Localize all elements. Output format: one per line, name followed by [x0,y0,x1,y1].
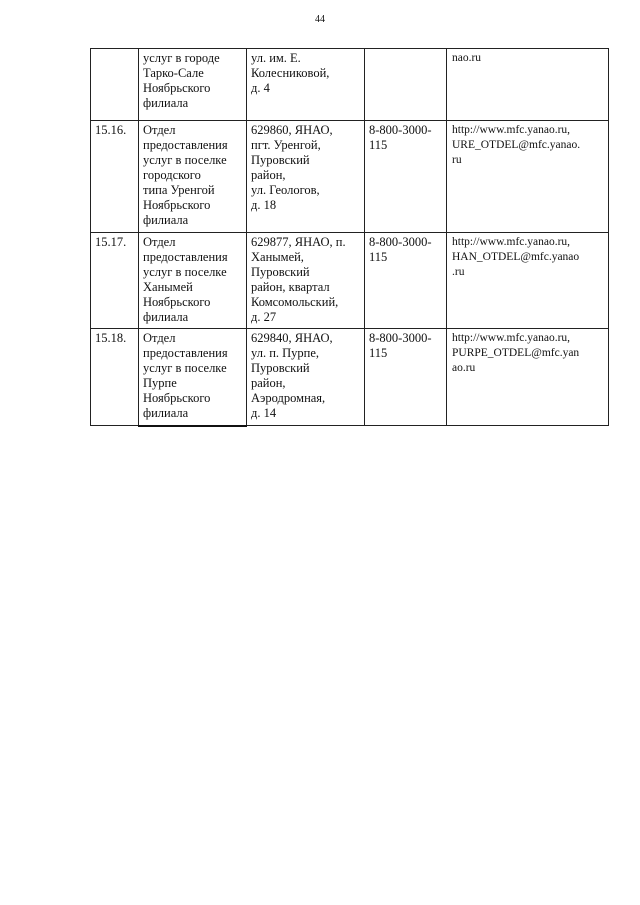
office-name-cell: Отдел предоставления услуг в поселке Пурпе Ноябрьского филиала [139,329,247,426]
table-row [91,233,609,329]
web-email-cell: http://www.mfc.yanao.ru, HAN_OTDEL@mfc.yanao .ru [447,233,609,329]
phone-cell: 8-800-3000- 115 [365,233,447,329]
office-name-cell: услуг в городе Тарко-Сале Ноябрьского филиала [139,49,247,121]
office-name-cell: Отдел предоставления услуг в поселке Ханымей Ноябрьского филиала [139,233,247,329]
address-cell: ул. им. Е. Колесниковой, д. 4 [247,49,365,121]
office-name-cell: Отдел предоставления услуг в поселке городского типа Уренгой Ноябрьского филиала [139,121,247,233]
address-cell: 629877, ЯНАО, п. Ханымей, Пуровский район, квартал Комсомольский, д. 27 [247,233,365,329]
phone-cell: 8-800-3000- 115 [365,329,447,426]
table-row [91,329,609,426]
phone-cell [365,49,447,121]
web-email-cell: http://www.mfc.yanao.ru, URE_OTDEL@mfc.yanao. ru [447,121,609,233]
row-number-cell: 15.18. [91,329,139,426]
web-email-cell: nao.ru [447,49,609,121]
row-number-cell [91,49,139,121]
offices-table [90,48,609,427]
row-number-cell: 15.17. [91,233,139,329]
phone-cell: 8-800-3000- 115 [365,121,447,233]
page-number: 44 [315,14,325,25]
row-number-cell: 15.16. [91,121,139,233]
table-row [91,49,609,121]
address-cell: 629860, ЯНАО, пгт. Уренгой, Пуровский район, ул. Геологов, д. 18 [247,121,365,233]
address-cell: 629840, ЯНАО, ул. п. Пурпе, Пуровский район, Аэродромная, д. 14 [247,329,365,426]
table-row [91,121,609,233]
web-email-cell: http://www.mfc.yanao.ru, PURPE_OTDEL@mfc.yan ao.ru [447,329,609,426]
